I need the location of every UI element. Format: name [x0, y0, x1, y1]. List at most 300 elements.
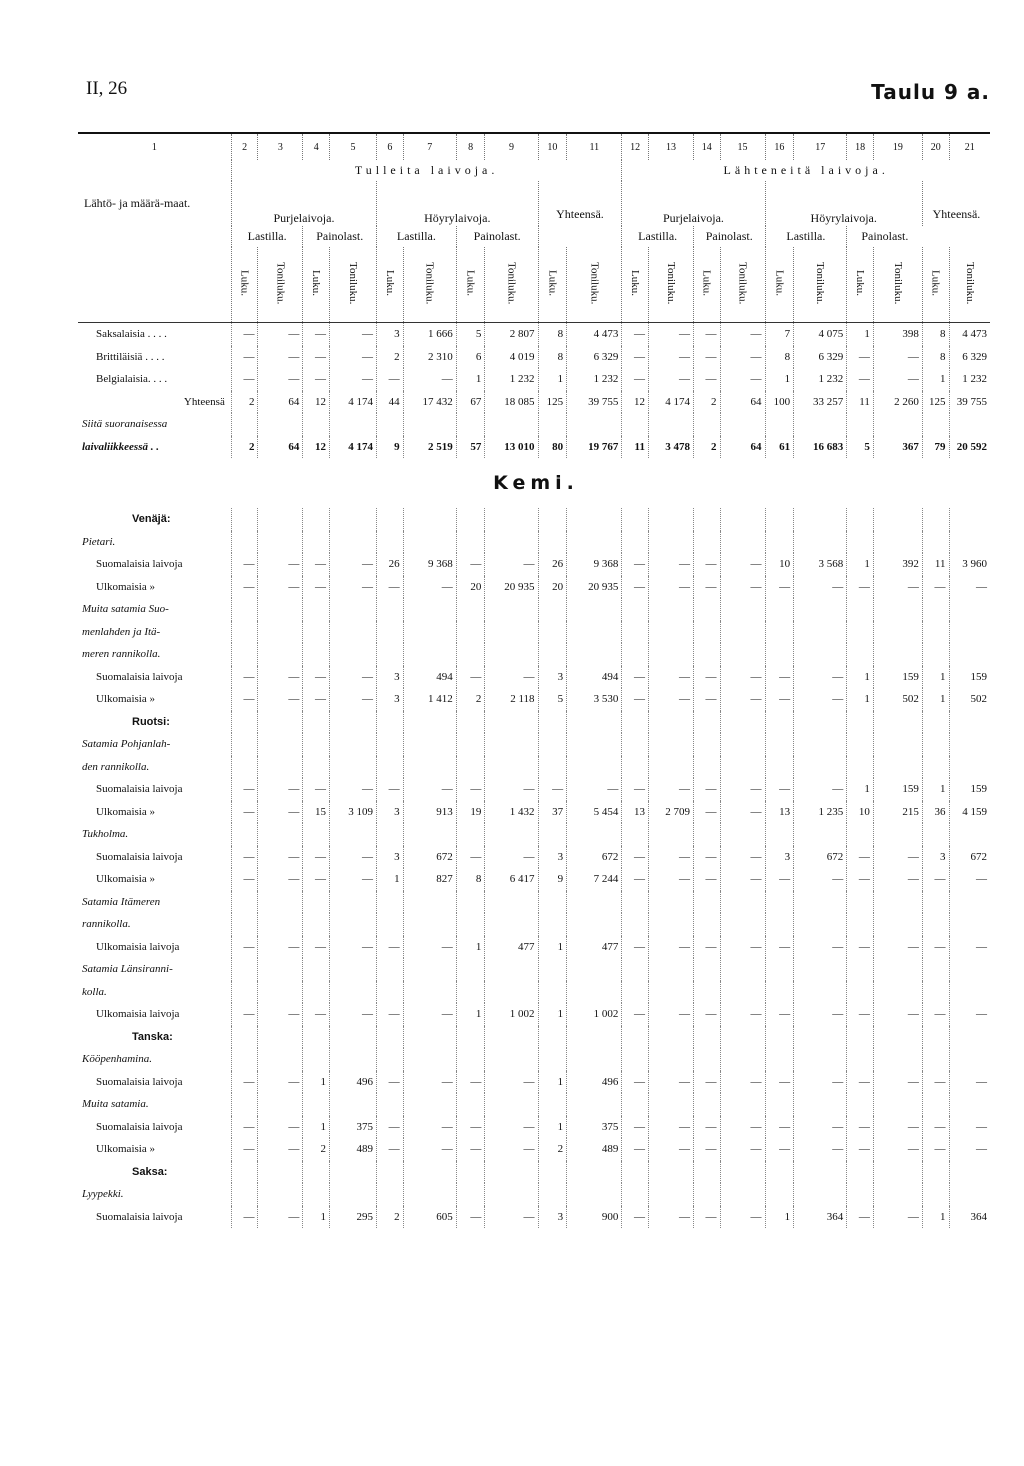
table-row — [78, 598, 990, 621]
table-cell: — — [765, 1071, 794, 1094]
table-cell — [794, 711, 847, 734]
table-cell — [258, 413, 303, 436]
table-cell: — — [720, 1071, 765, 1094]
table-cell — [258, 643, 303, 666]
table-cell — [765, 711, 794, 734]
table-cell: 15 — [303, 801, 330, 824]
table-cell: 3 — [377, 688, 404, 711]
table-cell — [258, 913, 303, 936]
table-cell: 64 — [720, 436, 765, 459]
table-cell — [622, 508, 649, 531]
table-cell: 4 159 — [962, 805, 987, 818]
table-row — [78, 1003, 990, 1026]
table-cell — [258, 1093, 303, 1116]
row-label: Siitä suoranaisessa — [78, 413, 231, 436]
table-cell — [922, 1048, 949, 1071]
table-cell — [567, 981, 622, 1004]
table-cell: — — [873, 1071, 922, 1094]
table-cell — [720, 1048, 765, 1071]
table-cell: 1 — [922, 688, 949, 711]
table-cell: — — [485, 1071, 538, 1094]
column-number: 4 — [303, 133, 330, 160]
table-cell — [949, 1026, 990, 1049]
table-cell: — — [303, 688, 330, 711]
table-cell: — — [794, 1138, 847, 1161]
table-cell: — — [765, 1003, 794, 1026]
table-cell — [648, 891, 693, 914]
table-cell: — — [794, 868, 847, 891]
row-label: Tanska: — [78, 1026, 231, 1049]
table-cell — [794, 621, 847, 644]
column-number: 20 — [922, 133, 949, 160]
table-cell — [622, 1093, 649, 1116]
row-label: Suomalaisia laivoja — [78, 1116, 231, 1139]
table-cell — [403, 1093, 456, 1116]
table-cell — [258, 598, 303, 621]
table-cell — [873, 413, 922, 436]
table-row — [78, 1161, 990, 1184]
table-cell: — — [847, 936, 874, 959]
table-cell: — — [622, 1116, 649, 1139]
table-cell: 605 — [403, 1206, 456, 1229]
table-cell — [303, 711, 330, 734]
table-cell: — — [303, 846, 330, 869]
table-cell — [538, 643, 567, 666]
table-cell — [949, 913, 990, 936]
table-cell — [922, 508, 949, 531]
table-cell — [622, 823, 649, 846]
table-cell — [922, 1183, 949, 1206]
table-cell: 10 — [847, 801, 874, 824]
table-cell: 1 — [922, 666, 949, 689]
table-cell: 3 568 — [794, 553, 847, 576]
table-cell — [765, 508, 794, 531]
table-cell — [765, 1161, 794, 1184]
table-cell — [303, 958, 330, 981]
painolast-header: Painolast. — [861, 229, 909, 243]
table-cell: 494 — [567, 666, 622, 689]
table-cell: — — [231, 846, 258, 869]
table-cell — [538, 1048, 567, 1071]
table-cell: — — [648, 323, 693, 346]
table-cell — [303, 891, 330, 914]
table-cell — [693, 981, 720, 1004]
table-cell: — — [648, 868, 693, 891]
table-cell — [622, 598, 649, 621]
row-label: Brittiläisiä . . . . — [78, 346, 231, 369]
table-cell — [330, 621, 377, 644]
table-cell: — — [231, 553, 258, 576]
table-cell — [231, 508, 258, 531]
table-cell — [377, 733, 404, 756]
table-cell: — — [873, 868, 922, 891]
table-cell — [403, 643, 456, 666]
table-cell: — — [258, 688, 303, 711]
table-cell: 1 412 — [403, 688, 456, 711]
table-cell: — — [456, 666, 485, 689]
table-cell: 2 260 — [873, 391, 922, 414]
table-row — [78, 391, 990, 414]
table-cell: 1 — [303, 1206, 330, 1229]
table-cell: 1 — [538, 368, 567, 391]
table-cell — [403, 1048, 456, 1071]
table-cell — [567, 598, 622, 621]
table-cell: 1 — [538, 1071, 567, 1094]
table-cell — [648, 1048, 693, 1071]
luku-header: Luku. — [854, 270, 867, 296]
table-cell — [949, 413, 990, 436]
table-cell — [693, 1048, 720, 1071]
table-cell — [403, 756, 456, 779]
painolast-header: Painolast. — [693, 226, 765, 247]
column-number: 11 — [567, 133, 622, 160]
table-cell — [765, 621, 794, 644]
table-cell — [456, 913, 485, 936]
table-cell: — — [922, 1071, 949, 1094]
table-cell: — — [693, 868, 720, 891]
table-cell: 489 — [567, 1138, 622, 1161]
table-cell — [258, 531, 303, 554]
table-cell — [765, 913, 794, 936]
table-cell: 1 — [303, 1071, 330, 1094]
blank-cell — [78, 247, 231, 323]
table-row — [78, 981, 990, 1004]
table-cell: 672 — [970, 850, 987, 863]
row-label: Ulkomaisia » — [78, 868, 231, 891]
table-cell: — — [720, 846, 765, 869]
table-cell — [720, 756, 765, 779]
table-cell: 4 174 — [648, 391, 693, 414]
table-cell — [765, 531, 794, 554]
table-cell: 159 — [970, 670, 987, 683]
table-cell — [377, 1048, 404, 1071]
table-cell — [231, 1026, 258, 1049]
table-cell: — — [456, 1138, 485, 1161]
table-cell: — — [720, 936, 765, 959]
table-cell: 502 — [873, 688, 922, 711]
table-cell: 502 — [970, 693, 987, 706]
table-cell: — — [847, 1206, 874, 1229]
table-cell — [456, 598, 485, 621]
table-row — [78, 1026, 990, 1049]
table-cell — [765, 1183, 794, 1206]
table-cell: — — [847, 1003, 874, 1026]
row-label: Ulkomaisia laivoja — [78, 1003, 231, 1026]
table-cell: 8 — [922, 323, 949, 346]
table-cell — [622, 1183, 649, 1206]
table-cell: 67 — [456, 391, 485, 414]
table-row — [78, 643, 990, 666]
table-cell: 4 174 — [330, 391, 377, 414]
table-cell: 64 — [258, 391, 303, 414]
table-cell: — — [693, 1116, 720, 1139]
table-cell: — — [485, 1206, 538, 1229]
table-cell — [765, 958, 794, 981]
table-cell: 1 666 — [403, 323, 456, 346]
table-cell: — — [258, 778, 303, 801]
table-cell — [873, 823, 922, 846]
kemi-title: Kemi. — [493, 472, 579, 494]
table-cell: 79 — [922, 436, 949, 459]
table-cell — [873, 1161, 922, 1184]
table-cell — [258, 756, 303, 779]
table-cell — [303, 1161, 330, 1184]
table-cell: 10 — [765, 553, 794, 576]
table-cell — [794, 1093, 847, 1116]
table-cell — [303, 981, 330, 1004]
table-cell: — — [485, 553, 538, 576]
table-cell — [922, 1026, 949, 1049]
table-cell — [538, 981, 567, 1004]
table-cell — [622, 913, 649, 936]
table-cell — [847, 621, 874, 644]
table-cell: 398 — [873, 323, 922, 346]
table-cell — [456, 1093, 485, 1116]
table-cell: 20 — [456, 576, 485, 599]
toniluku-header: Toniluku. — [891, 261, 904, 305]
table-cell: 1 — [303, 1116, 330, 1139]
table-cell: — — [873, 1138, 922, 1161]
table-cell — [873, 643, 922, 666]
table-cell — [538, 1026, 567, 1049]
table-cell — [622, 733, 649, 756]
table-cell: 3 — [377, 846, 404, 869]
table-cell: 2 — [456, 688, 485, 711]
table-cell — [648, 643, 693, 666]
table-cell: 1 — [847, 323, 874, 346]
table-cell — [847, 711, 874, 734]
table-cell — [720, 1093, 765, 1116]
table-cell: 1 — [847, 666, 874, 689]
table-cell — [403, 531, 456, 554]
table-cell — [377, 711, 404, 734]
table-cell — [949, 891, 990, 914]
table-cell: — — [377, 576, 404, 599]
table-cell: — — [922, 936, 949, 959]
table-cell: 1 — [922, 1206, 949, 1229]
table-cell: — — [622, 553, 649, 576]
table-cell: — — [622, 346, 649, 369]
row-label: Suomalaisia laivoja — [78, 1206, 231, 1229]
table-row — [78, 1138, 990, 1161]
table-cell: 3 530 — [567, 688, 622, 711]
table-cell: 1 232 — [567, 368, 622, 391]
table-cell — [949, 643, 990, 666]
table-cell: — — [873, 846, 922, 869]
table-cell: — — [258, 1071, 303, 1094]
table-cell: 19 767 — [567, 436, 622, 459]
table-cell — [330, 823, 377, 846]
table-cell: 827 — [403, 868, 456, 891]
table-cell: 37 — [538, 801, 567, 824]
table-cell: — — [258, 666, 303, 689]
table-cell — [377, 823, 404, 846]
table-cell — [847, 913, 874, 936]
row-header: Lähtö- ja määrä-maat. — [78, 160, 231, 247]
table-cell: 13 010 — [485, 436, 538, 459]
table-cell: 9 — [377, 436, 404, 459]
table-cell — [794, 823, 847, 846]
table-cell: — — [693, 778, 720, 801]
column-number: 15 — [720, 133, 765, 160]
table-cell: 3 — [538, 666, 567, 689]
table-cell: 1 — [847, 688, 874, 711]
table-cell — [538, 1183, 567, 1206]
table-cell: 9 — [538, 868, 567, 891]
table-cell — [622, 643, 649, 666]
table-cell — [794, 756, 847, 779]
table-cell — [949, 621, 990, 644]
table-cell — [847, 981, 874, 1004]
table-cell: 5 — [847, 436, 874, 459]
table-cell: 12 — [303, 436, 330, 459]
table-cell — [693, 508, 720, 531]
table-cell — [949, 733, 990, 756]
table-cell — [231, 913, 258, 936]
table-cell — [847, 1026, 874, 1049]
table-cell — [765, 823, 794, 846]
table-cell — [949, 981, 990, 1004]
table-cell — [873, 891, 922, 914]
table-cell — [567, 711, 622, 734]
table-cell — [403, 958, 456, 981]
table-cell: 8 — [538, 346, 567, 369]
table-cell — [456, 958, 485, 981]
table-cell: — — [622, 576, 649, 599]
table-cell — [794, 733, 847, 756]
table-cell: 1 235 — [794, 801, 847, 824]
table-cell: 672 — [567, 846, 622, 869]
toniluku-header: Toniluku. — [664, 261, 677, 305]
table-cell — [949, 756, 990, 779]
luku-header: Luku. — [464, 270, 477, 296]
column-number: 5 — [330, 133, 377, 160]
table-cell: 3 — [377, 666, 404, 689]
table-cell — [377, 621, 404, 644]
table-cell — [377, 413, 404, 436]
column-number-row — [78, 133, 990, 160]
table-cell: 1 232 — [794, 368, 847, 391]
table-cell: — — [765, 936, 794, 959]
table-cell — [485, 621, 538, 644]
table-row — [78, 666, 990, 689]
table-cell — [567, 1093, 622, 1116]
table-cell — [847, 891, 874, 914]
table-cell: — — [794, 688, 847, 711]
table-cell — [456, 891, 485, 914]
table-cell: — — [622, 1206, 649, 1229]
table-cell: 17 432 — [403, 391, 456, 414]
table-cell — [330, 913, 377, 936]
table-cell: — — [403, 1116, 456, 1139]
table-cell — [922, 621, 949, 644]
table-cell: — — [622, 688, 649, 711]
table-cell: — — [258, 846, 303, 869]
table-cell — [456, 413, 485, 436]
table-cell — [567, 891, 622, 914]
table-cell — [693, 913, 720, 936]
row-label: menlahden ja Itä- — [78, 621, 231, 644]
table-row — [78, 508, 990, 531]
table-cell — [794, 598, 847, 621]
table-cell — [330, 891, 377, 914]
table-cell: 1 002 — [567, 1003, 622, 1026]
table-cell: 496 — [330, 1071, 377, 1094]
table-cell — [485, 1026, 538, 1049]
table-cell: — — [456, 553, 485, 576]
table-cell: — — [794, 1003, 847, 1026]
table-cell: — — [258, 1138, 303, 1161]
table-cell — [456, 733, 485, 756]
table-cell: 1 — [922, 368, 949, 391]
table-cell — [485, 711, 538, 734]
table-cell: — — [847, 368, 874, 391]
table-cell — [485, 643, 538, 666]
table-cell: 2 — [231, 391, 258, 414]
table-cell: — — [765, 778, 794, 801]
table-cell — [485, 508, 538, 531]
table-cell: 477 — [485, 936, 538, 959]
table-cell: 26 — [377, 553, 404, 576]
table-cell — [949, 958, 990, 981]
table-cell — [693, 891, 720, 914]
table-cell: — — [873, 346, 922, 369]
table-cell: — — [847, 846, 874, 869]
table-cell — [949, 1048, 990, 1071]
lastilla-header: Lastilla. — [622, 226, 694, 247]
table-cell: 2 — [303, 1138, 330, 1161]
table-cell: 1 — [765, 1206, 794, 1229]
table-cell: — — [765, 1116, 794, 1139]
table-row — [78, 778, 990, 801]
table-cell — [873, 913, 922, 936]
table-cell — [648, 531, 693, 554]
table-row — [78, 846, 990, 869]
table-cell: 375 — [330, 1116, 377, 1139]
table-cell: — — [567, 778, 622, 801]
table-cell: — — [648, 1138, 693, 1161]
table-cell: — — [922, 1138, 949, 1161]
table-cell: — — [693, 1138, 720, 1161]
table-cell: — — [794, 778, 847, 801]
table-cell: — — [693, 346, 720, 369]
table-cell: — — [922, 1003, 949, 1026]
column-number: 21 — [949, 133, 990, 160]
table-cell: — — [303, 576, 330, 599]
table-cell: 20 592 — [956, 440, 987, 453]
table-cell: — — [303, 666, 330, 689]
table-cell: — — [622, 368, 649, 391]
table-row — [78, 1071, 990, 1094]
row-label: Satamia Länsiranni- — [78, 958, 231, 981]
table-cell — [567, 643, 622, 666]
table-cell — [231, 621, 258, 644]
table-cell — [330, 531, 377, 554]
table-cell — [456, 711, 485, 734]
table-cell — [303, 1093, 330, 1116]
table-cell — [720, 913, 765, 936]
purjelaivoja-header: Purjelaivoja. — [622, 181, 765, 226]
table-cell: — — [231, 1116, 258, 1139]
table-cell: — — [258, 936, 303, 959]
row-label: Pietari. — [78, 531, 231, 554]
table-cell — [303, 1183, 330, 1206]
table-cell: 12 — [303, 391, 330, 414]
table-cell: 8 — [538, 323, 567, 346]
unit-header-row — [78, 247, 990, 323]
table-cell: — — [765, 868, 794, 891]
table-cell: — — [976, 580, 987, 593]
